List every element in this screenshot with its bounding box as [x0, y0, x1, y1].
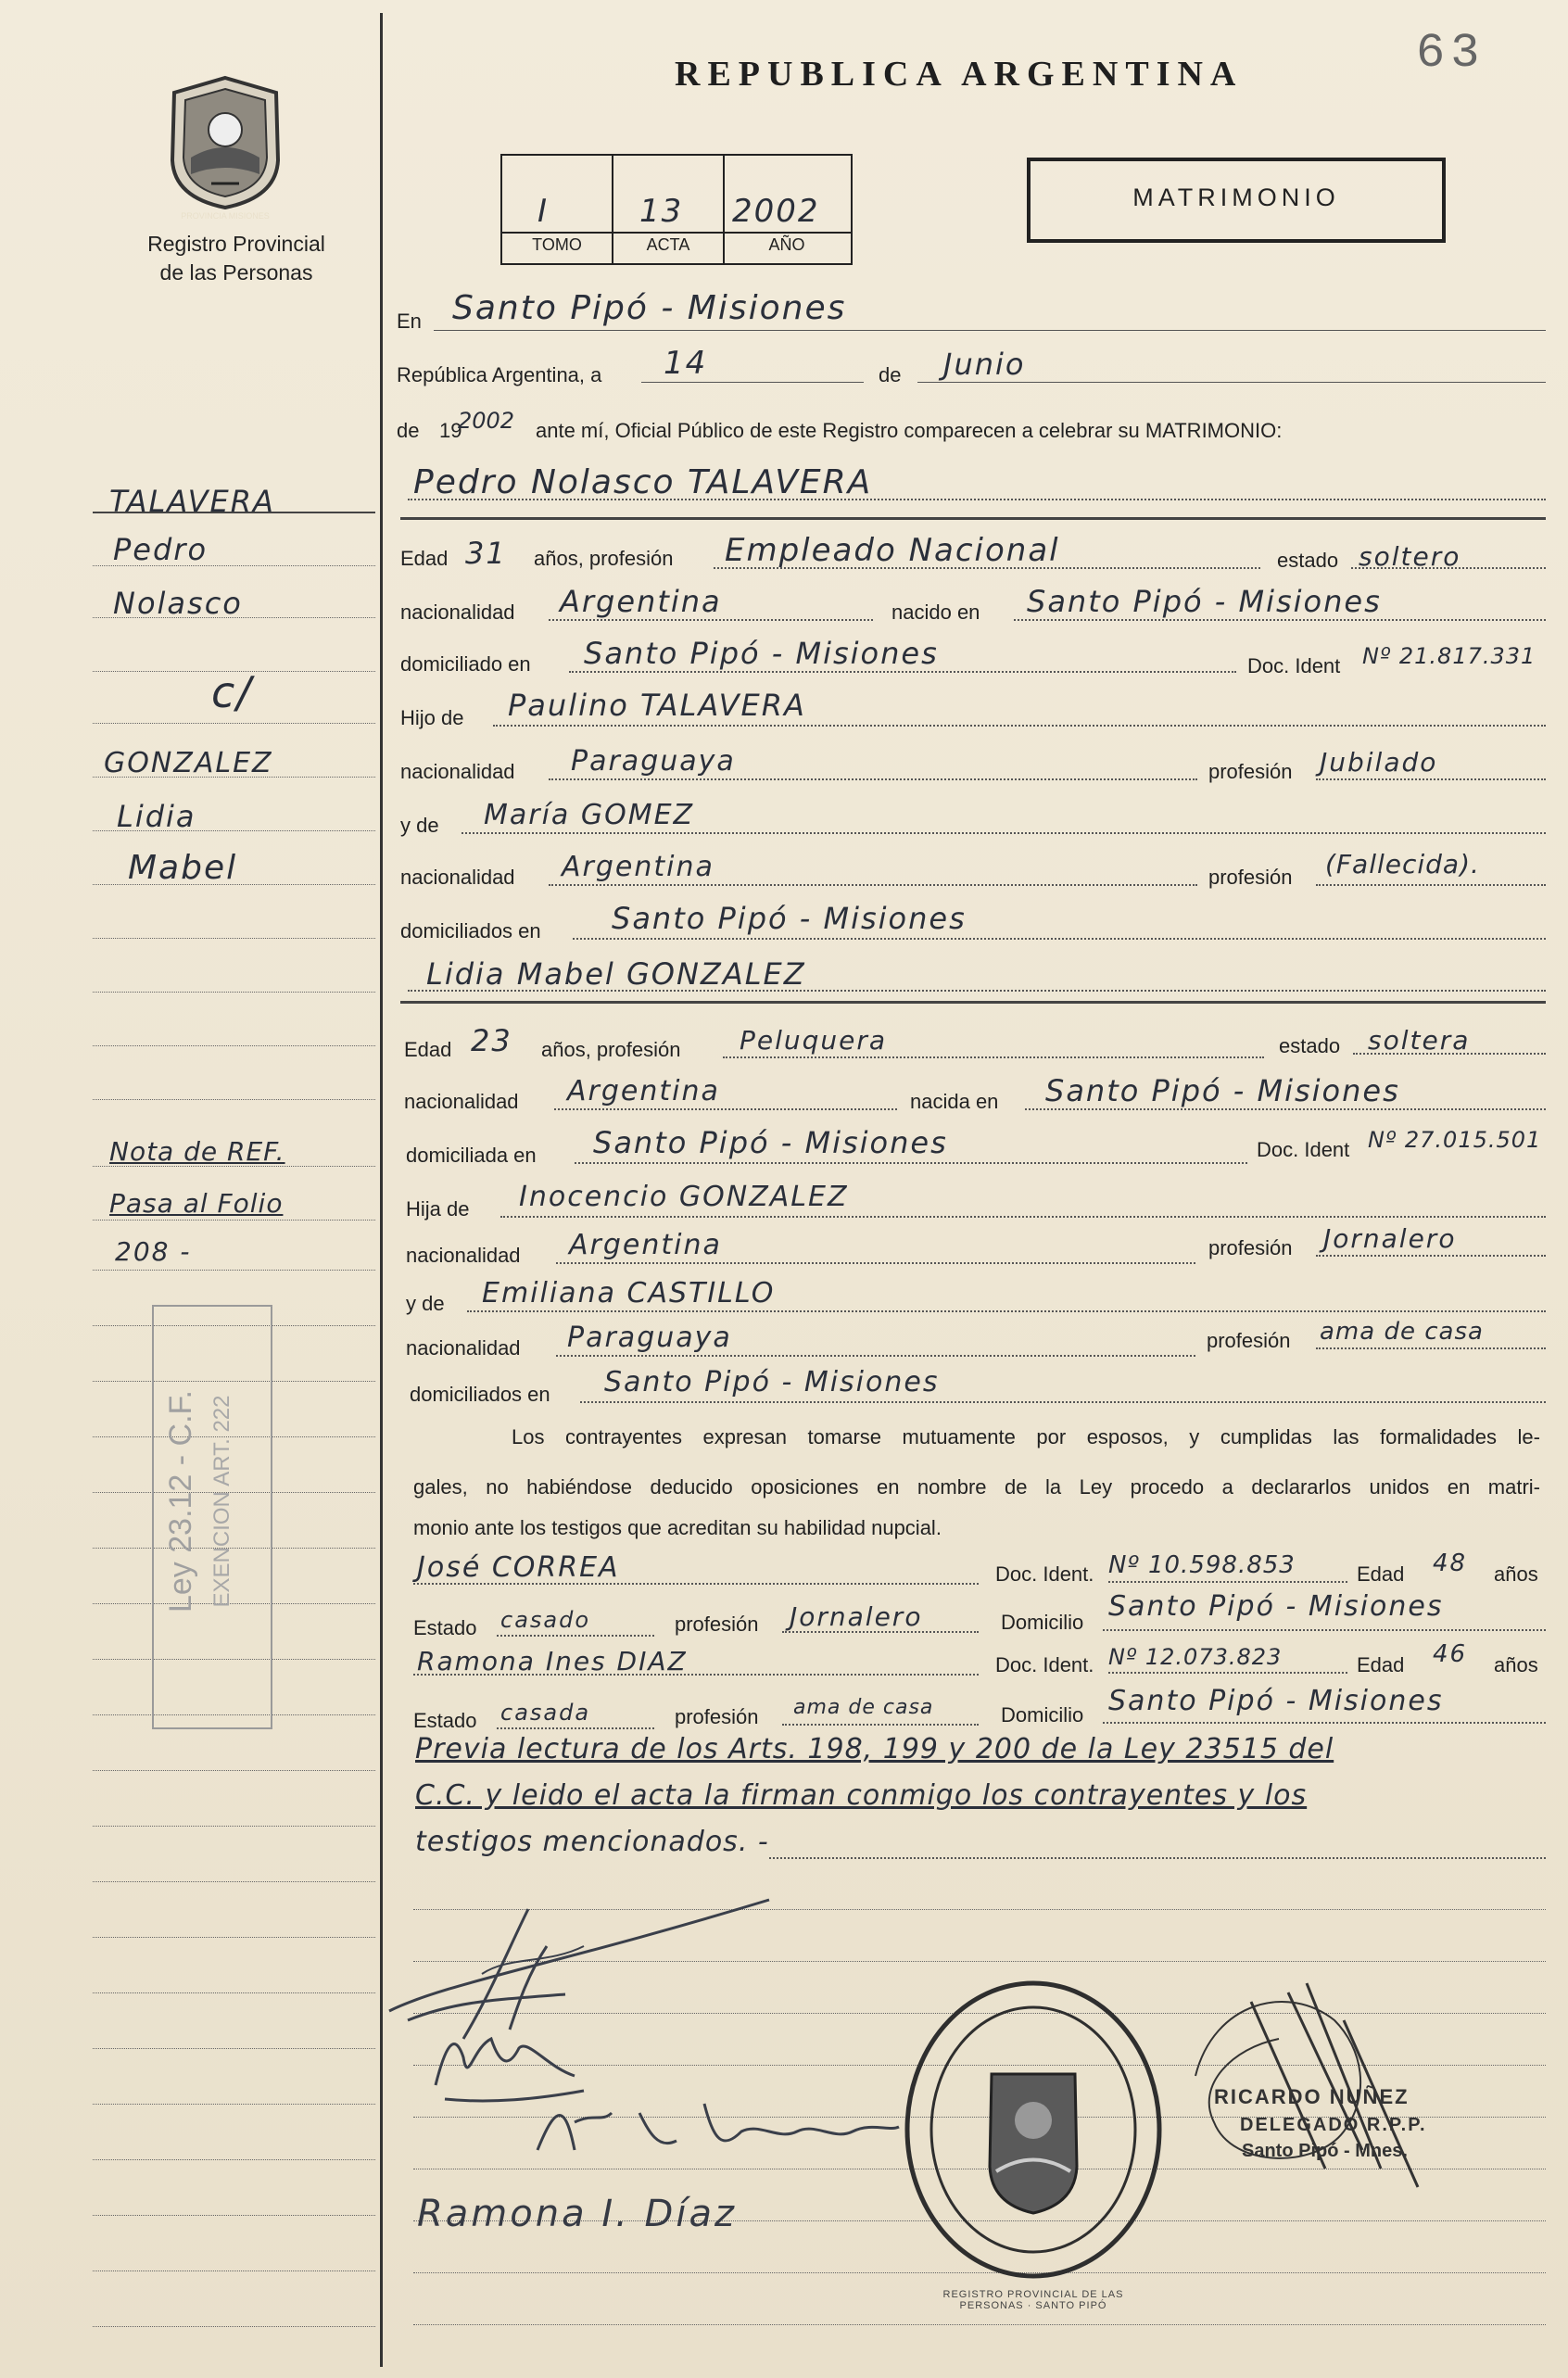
groom-domicilio-label: domiciliado en [400, 652, 531, 676]
groom-mother-nat: Argentina [562, 851, 714, 883]
groom-nationality: Argentina [560, 584, 722, 619]
acta-value: 13 [639, 193, 684, 230]
bride-mother-prof-label: profesión [1207, 1329, 1291, 1352]
bride-father-nat-label: nacionalidad [406, 1244, 521, 1267]
groom-father-nat-label: nacionalidad [400, 760, 515, 783]
ano-value: 2002 [732, 193, 820, 230]
acta-label: ACTA [646, 235, 690, 254]
signature-witness2: Ramona I. Díaz [417, 2193, 737, 2235]
official-name: RICARDO NUÑEZ [1214, 2085, 1410, 2108]
bride-domicilio-label: domiciliada en [406, 1144, 537, 1167]
closing-line3: testigos mencionados. - [415, 1826, 769, 1858]
groom-edad-label: Edad [400, 547, 449, 570]
witness1-domicile: Santo Pipó - Misiones [1108, 1590, 1444, 1623]
witness1-doc: Nº 10.598.853 [1108, 1551, 1296, 1579]
groom-name: Pedro Nolasco TALAVERA [413, 463, 873, 501]
witness2-prof-label: profesión [675, 1705, 759, 1728]
groom-father: Paulino TALAVERA [508, 688, 806, 723]
signature-witness1-icon [519, 2076, 908, 2178]
witness2-name: Ramona Ines DIAZ [417, 1646, 688, 1676]
year-handwritten: 2002 [458, 408, 515, 434]
groom-yde-label: y de [400, 814, 439, 837]
registry-name-line1: Registro Provincial [147, 232, 325, 256]
bride-profession: Peluquera [740, 1025, 888, 1056]
groom-parents-dom: Santo Pipó - Misiones [612, 901, 967, 936]
registry-round-stamp-icon [899, 1972, 1168, 2287]
bride-name: Lidia Mabel GONZALEZ [426, 956, 806, 992]
intro-month: Junio [943, 347, 1026, 382]
margin-given-1b: Nolasco [113, 586, 243, 621]
bride-anos-profesion-label: años, profesión [541, 1038, 681, 1061]
bride-domicile: Santo Pipó - Misiones [593, 1125, 948, 1160]
witness1-name: José CORREA [417, 1551, 620, 1584]
witness1-anos-label: años [1494, 1562, 1538, 1586]
en-label: En [397, 310, 422, 333]
margin-note-line1: Nota de REF. [109, 1136, 285, 1167]
declaration-line1: Los contrayentes expresan tomarse mutuamente por esposos, y cumplidas las formalidades le- [512, 1425, 1540, 1448]
bride-nacida-label: nacida en [910, 1090, 999, 1113]
margin-given-2a: Lidia [117, 799, 196, 834]
bride-father-nat: Argentina [569, 1229, 722, 1261]
official-title: DELEGADO R.P.P. [1240, 2115, 1427, 2135]
witness2-profession: ama de casa [793, 1696, 934, 1719]
bride-doc: Nº 27.015.501 [1368, 1127, 1542, 1153]
declaration-line3: monio ante los testigos que acreditan su habilidad nupcial. [413, 1516, 942, 1539]
witness2-estado-label: Estado [413, 1709, 477, 1732]
groom-hijo-label: Hijo de [400, 706, 464, 729]
groom-mother-nat-label: nacionalidad [400, 866, 515, 889]
intro-day: 14 [664, 345, 708, 382]
witness2-edad-label: Edad [1357, 1653, 1405, 1676]
seal-text: PROVINCIA MISIONES [181, 211, 270, 221]
registry-name-line2: de las Personas [159, 260, 313, 285]
witness2-doc-label: Doc. Ident. [995, 1653, 1094, 1676]
margin-note-line2: Pasa al Folio [109, 1188, 284, 1219]
groom-parents-dom-label: domiciliados en [400, 919, 541, 942]
bride-mother-prof: ama de casa [1320, 1318, 1484, 1346]
bride-father: Inocencio GONZALEZ [519, 1181, 849, 1213]
groom-doc-label: Doc. Ident [1247, 654, 1341, 677]
witness2-doc: Nº 12.073.823 [1108, 1644, 1283, 1670]
intro-text: ante mí, Oficial Público de este Registro comparecen a celebrar su MATRIMONIO: [536, 419, 1283, 442]
groom-anos-profesion-label: años, profesión [534, 547, 674, 570]
groom-age: 31 [465, 536, 507, 571]
witness1-estado: casado [500, 1607, 591, 1633]
intro-place: Santo Pipó - Misiones [452, 289, 847, 327]
groom-father-prof-label: profesión [1208, 760, 1293, 783]
margin-given-1a: Pedro [113, 532, 209, 567]
bride-nacionalidad-label: nacionalidad [404, 1090, 519, 1113]
groom-doc: Nº 21.817.331 [1362, 643, 1536, 669]
margin-surname-1: TALAVERA [109, 484, 275, 519]
groom-mother: María GOMEZ [484, 799, 695, 831]
groom-father-prof: Jubilado [1320, 747, 1438, 778]
groom-father-nat: Paraguaya [571, 745, 736, 778]
witness1-edad-label: Edad [1357, 1562, 1405, 1586]
groom-nacido-label: nacido en [891, 601, 980, 624]
tomo-label: TOMO [532, 235, 582, 254]
provincial-seal-icon [165, 72, 285, 211]
witness1-dom-label: Domicilio [1001, 1611, 1084, 1634]
declaration-line2: gales, no habiéndose deducido oposiciones en nombre de la Ley procedo a declararlos unidos en matri- [413, 1475, 1540, 1499]
closing-line2: C.C. y leido el acta la firman conmigo los contrayentes y los [415, 1779, 1308, 1812]
groom-mother-prof-label: profesión [1208, 866, 1293, 889]
groom-estado-label: estado [1277, 549, 1339, 572]
republica-label: República Argentina, a [397, 363, 602, 386]
bride-parents-dom-label: domiciliados en [410, 1383, 550, 1406]
bride-edad-label: Edad [404, 1038, 452, 1061]
bride-estado-label: estado [1279, 1034, 1341, 1057]
bride-doc-label: Doc. Ident [1257, 1138, 1350, 1161]
de19-label: de [397, 419, 420, 442]
witness2-domicile: Santo Pipó - Misiones [1108, 1685, 1444, 1717]
groom-nacionalidad-label: nacionalidad [400, 601, 515, 624]
exemption-stamp-line2: EXENCION ART. 222 [209, 1395, 234, 1608]
groom-birthplace: Santo Pipó - Misiones [1027, 584, 1382, 619]
margin-surname-2: GONZALEZ [104, 747, 273, 779]
official-place: Santo Pipó - Mnes. [1242, 2141, 1408, 2161]
witness1-estado-label: Estado [413, 1616, 477, 1639]
bride-age: 23 [471, 1023, 512, 1058]
bride-mother-nat: Paraguaya [567, 1322, 732, 1354]
record-type-label: MATRIMONIO [1132, 183, 1340, 211]
groom-mother-prof: (Fallecida). [1325, 849, 1480, 879]
groom-domicile: Santo Pipó - Misiones [584, 636, 939, 671]
tomo-value: I [537, 193, 550, 230]
bride-birthplace: Santo Pipó - Misiones [1045, 1073, 1400, 1108]
de-label: de [879, 363, 902, 386]
witness2-anos-label: años [1494, 1653, 1538, 1676]
margin-note-line3: 208 - [115, 1236, 192, 1267]
witness2-estado: casada [500, 1700, 591, 1726]
witness1-age: 48 [1433, 1549, 1468, 1577]
witness1-profession: Jornalero [790, 1601, 923, 1632]
bride-mother-nat-label: nacionalidad [406, 1336, 521, 1360]
groom-profession: Empleado Nacional [725, 532, 1060, 569]
bride-yde-label: y de [406, 1292, 445, 1315]
registry-round-stamp-text: REGISTRO PROVINCIAL DE LAS PERSONAS · SANTO PIPÓ [942, 2289, 1124, 2311]
exemption-stamp-line1: Ley 23.12 - C.F. [163, 1390, 198, 1613]
document-title: REPUBLICA ARGENTINA [675, 55, 1244, 94]
margin-conjunction: c/ [211, 667, 253, 717]
bride-mother: Emiliana CASTILLO [482, 1277, 776, 1309]
bride-parents-dom: Santo Pipó - Misiones [604, 1366, 940, 1398]
groom-estado: soltero [1359, 541, 1461, 572]
ano-label: AÑO [768, 235, 805, 254]
page-number: 63 [1416, 26, 1486, 81]
witness1-doc-label: Doc. Ident. [995, 1562, 1094, 1586]
witness1-prof-label: profesión [675, 1613, 759, 1636]
bride-father-prof: Jornalero [1323, 1223, 1457, 1254]
margin-given-2b: Mabel [128, 849, 238, 887]
bride-estado: soltera [1368, 1025, 1471, 1056]
bride-father-prof-label: profesión [1208, 1236, 1293, 1259]
closing-line1: Previa lectura de los Arts. 198, 199 y 200 de la Ley 23515 del [415, 1733, 1334, 1765]
bride-hija-label: Hija de [406, 1197, 470, 1221]
witness2-dom-label: Domicilio [1001, 1703, 1084, 1727]
witness2-age: 46 [1433, 1640, 1468, 1668]
bride-nationality: Argentina [567, 1075, 720, 1107]
year-printed: 19 [439, 419, 462, 442]
